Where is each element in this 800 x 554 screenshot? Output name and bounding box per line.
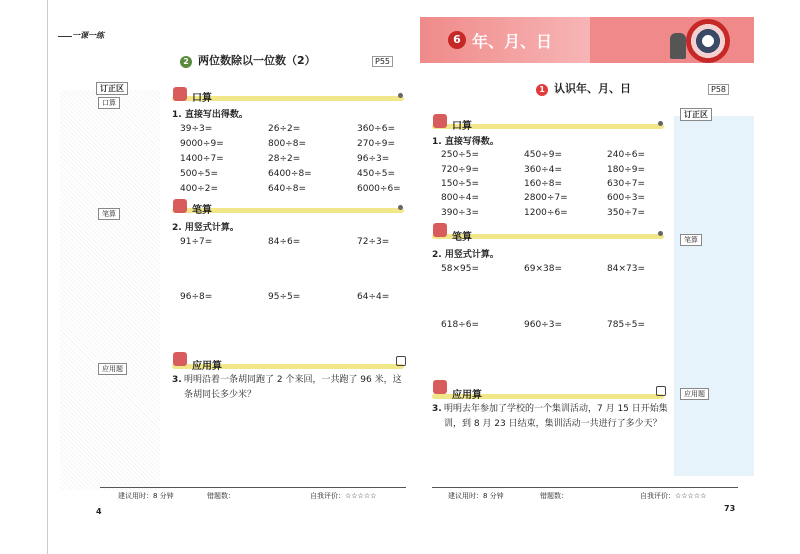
page-tag: P55 <box>372 56 393 67</box>
section-title-oral: 口算 <box>452 121 472 132</box>
equation: 69×38= <box>524 264 562 274</box>
equation: 1400÷7= <box>180 154 224 164</box>
section-title-oral: 口算 <box>192 93 212 104</box>
correction-area-label: 订正区 <box>96 82 128 95</box>
equation: 450÷9= <box>524 150 562 160</box>
equation: 1200÷6= <box>524 208 568 218</box>
mascot-figure <box>670 33 686 59</box>
side-label-applied: 应用题 <box>680 388 709 400</box>
lesson-title: 认识年、月、日 <box>554 82 631 95</box>
equation: 95÷5= <box>268 292 301 302</box>
equation: 84÷6= <box>268 237 301 247</box>
equation: 630÷7= <box>607 179 645 189</box>
pencil-icon <box>433 223 447 237</box>
correction-area-label: 订正区 <box>680 108 712 121</box>
decorative-target <box>686 19 730 63</box>
binding-line <box>47 0 48 554</box>
section-title-written: 笔算 <box>192 205 212 216</box>
footer-rule <box>100 487 406 488</box>
question-3: 3. <box>172 375 182 385</box>
side-label-oral: 口算 <box>98 97 120 109</box>
lesson-title: 两位数除以一位数（2） <box>198 54 316 67</box>
left-margin-shading <box>60 90 160 490</box>
question-2: 2. 用竖式计算。 <box>432 250 499 260</box>
equation: 618÷6= <box>441 320 479 330</box>
equation: 26÷2= <box>268 124 301 134</box>
question-1: 1. 直接写得数。 <box>432 137 499 147</box>
word-problem: 明明沿着一条胡同跑了 2 个来回，一共跑了 96 米，这条胡同长多少米？ <box>184 375 402 400</box>
pencil-icon <box>173 352 187 366</box>
unit-title: 年、月、日 <box>472 32 553 51</box>
side-label-written: 笔算 <box>680 234 702 246</box>
equation: 785÷5= <box>607 320 645 330</box>
section-title-applied: 应用算 <box>452 390 482 401</box>
page-tag: P58 <box>708 84 729 95</box>
section-dot <box>398 93 403 98</box>
equation: 2800÷7= <box>524 193 568 203</box>
equation: 28÷2= <box>268 154 301 164</box>
page-number: 4 <box>96 507 102 516</box>
equation: 58×95= <box>441 264 479 274</box>
side-label-written: 笔算 <box>98 208 120 220</box>
page-number: 73 <box>724 504 736 513</box>
equation: 720÷9= <box>441 165 479 175</box>
lesson-number-badge: 2 <box>180 56 192 68</box>
equation: 240÷6= <box>607 150 645 160</box>
equation: 180÷9= <box>607 165 645 175</box>
footer-rating: 自我评价：☆☆☆☆☆ <box>640 492 707 500</box>
pencil-icon <box>173 87 187 101</box>
equation: 960÷3= <box>524 320 562 330</box>
equation: 400÷2= <box>180 184 218 194</box>
equation: 6000÷6= <box>357 184 401 194</box>
side-label-applied: 应用题 <box>98 363 127 375</box>
equation: 800÷8= <box>268 139 306 149</box>
equation: 800÷4= <box>441 193 479 203</box>
pencil-icon <box>433 380 447 394</box>
question-3: 3. <box>432 404 442 414</box>
equation: 640÷8= <box>268 184 306 194</box>
word-problem: 明明去年参加了学校的一个集训活动，7 月 15 日开始集训，到 8 月 23 日结束，集训活动一共进行了多少天？ <box>444 404 668 429</box>
section-title-applied: 应用算 <box>192 361 222 372</box>
equation: 9000÷9= <box>180 139 224 149</box>
question-1: 1. 直接写出得数。 <box>172 110 248 120</box>
section-dot <box>658 231 663 236</box>
correction-sidebar <box>674 116 754 476</box>
section-dot <box>658 121 663 126</box>
footer-time: 建议用时：8 分钟 <box>448 492 504 500</box>
equation: 250÷5= <box>441 150 479 160</box>
calendar-icon <box>656 386 666 396</box>
equation: 360÷4= <box>524 165 562 175</box>
pencil-icon <box>433 114 447 128</box>
equation: 64÷4= <box>357 292 390 302</box>
unit-banner <box>420 17 754 63</box>
equation: 160÷8= <box>524 179 562 189</box>
equation: 350÷7= <box>607 208 645 218</box>
equation: 96÷8= <box>180 292 213 302</box>
section-title-written: 笔算 <box>452 232 472 243</box>
equation: 450÷5= <box>357 169 395 179</box>
logo-line <box>58 36 72 37</box>
equation: 270÷9= <box>357 139 395 149</box>
lesson-number-badge: 1 <box>536 84 548 96</box>
equation: 96÷3= <box>357 154 390 164</box>
equation: 150÷5= <box>441 179 479 189</box>
equation: 600÷3= <box>607 193 645 203</box>
equation: 390÷3= <box>441 208 479 218</box>
footer-time: 建议用时：8 分钟 <box>118 492 174 500</box>
equation: 360÷6= <box>357 124 395 134</box>
footer-mistakes: 错题数： <box>207 492 235 500</box>
question-2: 2. 用竖式计算。 <box>172 223 239 233</box>
calendar-icon <box>396 356 406 366</box>
equation: 39÷3= <box>180 124 213 134</box>
footer-rating: 自我评价：☆☆☆☆☆ <box>310 492 377 500</box>
lesson-heading <box>180 52 316 68</box>
unit-number-badge: 6 <box>448 31 466 49</box>
equation: 72÷3= <box>357 237 390 247</box>
footer-mistakes: 错题数： <box>540 492 568 500</box>
pencil-icon <box>173 199 187 213</box>
equation: 84×73= <box>607 264 645 274</box>
section-dot <box>398 205 403 210</box>
equation: 6400÷8= <box>268 169 312 179</box>
publisher-logo: 一课一练 <box>72 31 104 40</box>
lesson-heading-right <box>536 80 631 96</box>
equation: 500÷5= <box>180 169 218 179</box>
equation: 91÷7= <box>180 237 213 247</box>
footer-rule <box>432 487 738 488</box>
